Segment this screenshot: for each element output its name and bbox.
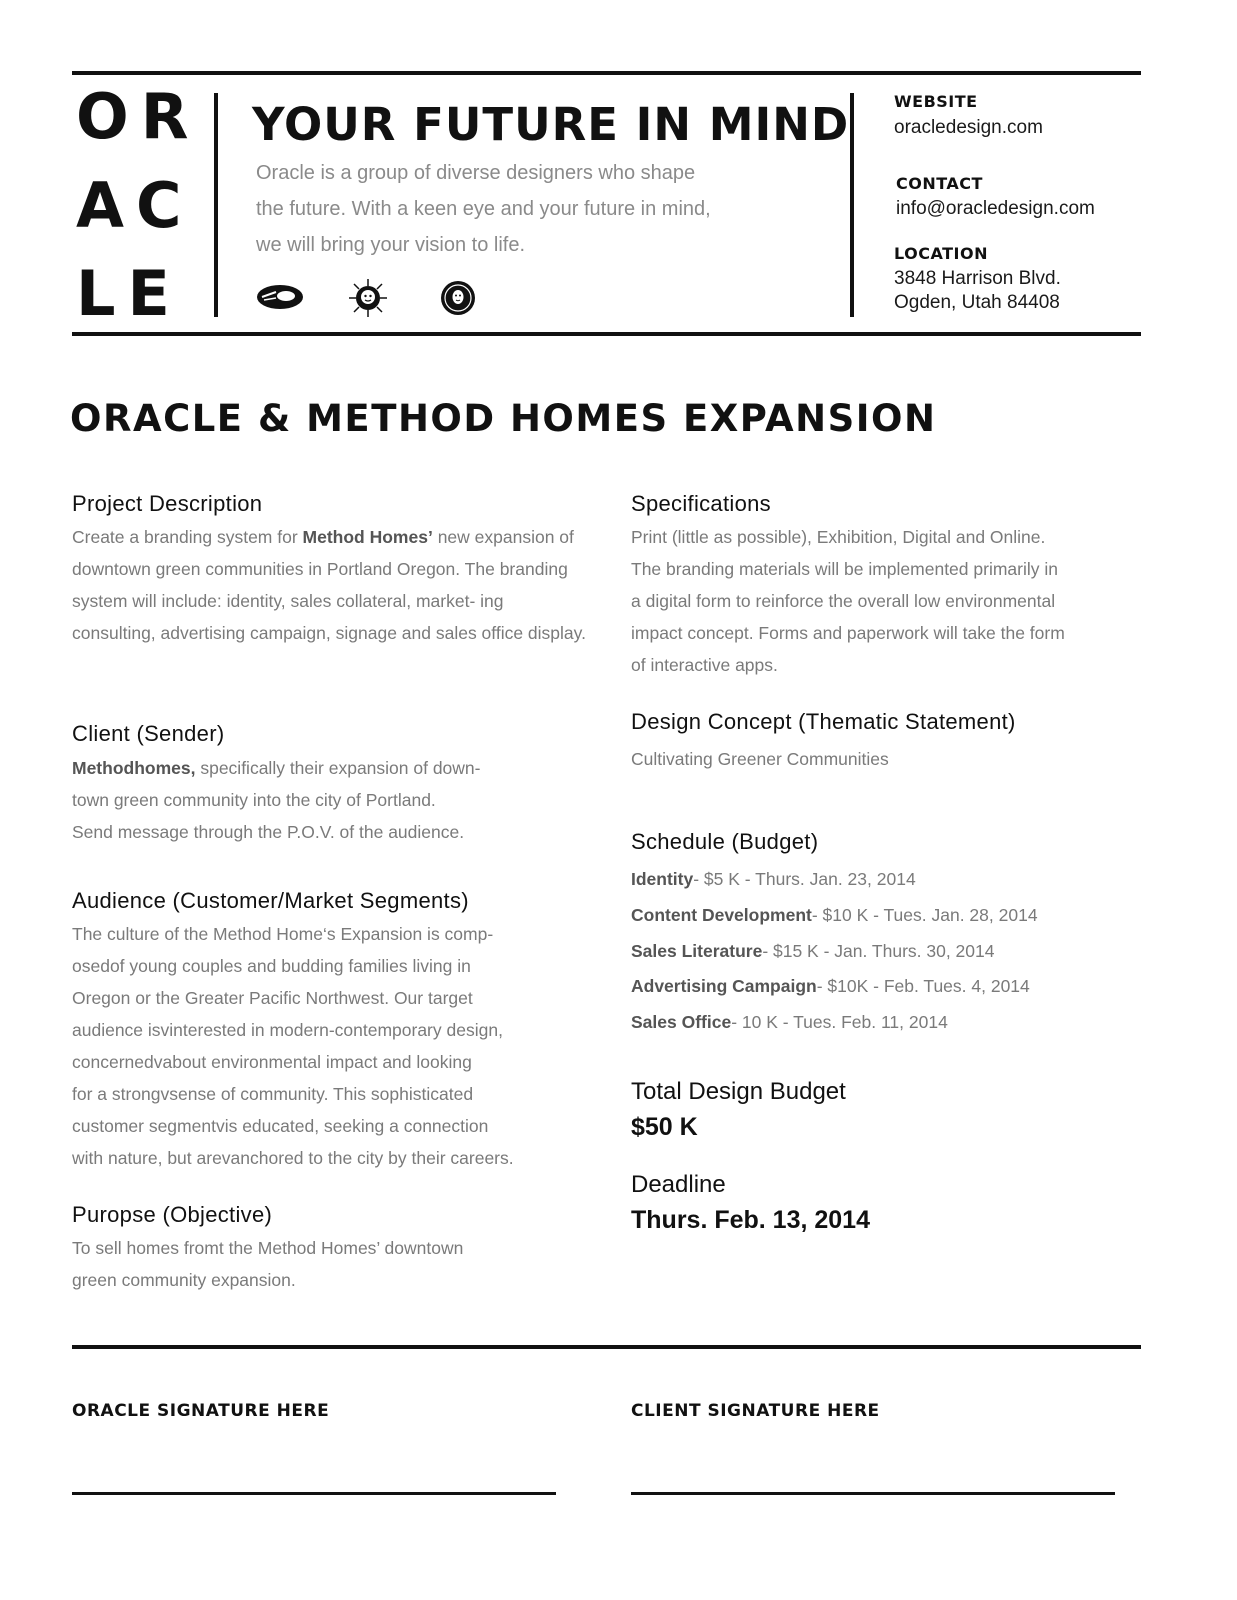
website-label: WEBSITE: [894, 92, 978, 111]
logo-line-2: AC: [76, 169, 194, 242]
client-signature-label: CLIENT SIGNATURE HERE: [631, 1401, 880, 1421]
audience-heading: Audience (Customer/Market Segments): [72, 888, 469, 913]
purpose-body: To sell homes fromt the Method Homes’ downtown green community expansion.: [72, 1238, 464, 1290]
purpose-heading: Puropse (Objective): [72, 1202, 273, 1227]
schedule-item: Sales Literature- $15 K - Jan. Thurs. 30, 2014: [631, 941, 995, 961]
location-label: LOCATION: [894, 244, 988, 263]
oracle-signature-line[interactable]: [72, 1492, 556, 1495]
project-description-heading: Project Description: [72, 491, 263, 516]
headline: YOUR FUTURE IN MIND: [252, 98, 850, 151]
budget-value: $50 K: [631, 1113, 698, 1141]
audience-body: The culture of the Method Home‘s Expansion is comp- osedof young couples and budding families living in Oregon or the Greater Pacific Northwest. Our target audience isvinterested in modern-contemporary design, concernedvabout environmental impact and looking for a strongvsense of community. This sophisticated customer segmentvis educated, seeking a connection with nature, but arevanchored to the city by their careers.: [72, 924, 514, 1168]
client-heading: Client (Sender): [72, 721, 225, 746]
schedule-item: Advertising Campaign- $10K - Feb. Tues. 4, 2014: [631, 976, 1030, 996]
mask-icon: [256, 284, 304, 310]
logo-line-3: LE: [76, 257, 182, 330]
project-description-body: Create a branding system for Method Homes’ new expansion of downtown green communities in Portland Oregon. The branding system will include: identity, sales collateral, market- ing consulting, advertising campaign, signage and sales office display.: [72, 527, 586, 643]
deadline-value: Thurs. Feb. 13, 2014: [631, 1206, 870, 1234]
website-link[interactable]: oracledesign.com: [894, 117, 1043, 138]
header-top-rule: [72, 71, 1141, 75]
header-divider-right: [850, 93, 854, 317]
schedule-item: Sales Office- 10 K - Tues. Feb. 11, 2014: [631, 1012, 948, 1032]
client-signature-line[interactable]: [631, 1492, 1115, 1495]
design-concept-text: Cultivating Greener Communities: [631, 749, 889, 769]
header-divider-left: [214, 93, 218, 317]
logo-line-1: OR: [76, 80, 201, 153]
sun-face-icon: [348, 278, 388, 318]
contact-label: CONTACT: [896, 174, 983, 193]
schedule-item: Content Development- $10 K - Tues. Jan. 28, 2014: [631, 905, 1038, 925]
header-bottom-rule: [72, 332, 1141, 336]
oracle-signature-label: ORACLE SIGNATURE HERE: [72, 1401, 330, 1421]
specifications-heading: Specifications: [631, 491, 771, 516]
deadline-label: Deadline: [631, 1171, 726, 1198]
intro-text: Oracle is a group of diverse designers who shape the future. With a keen eye and your future in mind, we will bring your vision to life.: [256, 162, 711, 256]
location-line-2: Ogden, Utah 84408: [894, 292, 1060, 313]
footer-rule: [72, 1345, 1141, 1349]
client-body: Methodhomes, specifically their expansion of down- town green community into the city of Portland. Send message through the P.O.V. of the audience.: [72, 758, 481, 842]
schedule-heading: Schedule (Budget): [631, 829, 819, 854]
document-title: ORACLE & METHOD HOMES EXPANSION: [70, 397, 937, 440]
specifications-body: Print (little as possible), Exhibition, Digital and Online. The branding materials will be implemented primarily in a digital form to reinforce the overall low environmental impact concept. Forms and paperwork will take the form of interactive apps.: [631, 527, 1065, 675]
schedule-item: Identity- $5 K - Thurs. Jan. 23, 2014: [631, 869, 916, 889]
location-line-1: 3848 Harrison Blvd.: [894, 268, 1061, 289]
portrait-icon: [440, 280, 476, 316]
design-concept-heading: Design Concept (Thematic Statement): [631, 709, 1016, 734]
budget-label: Total Design Budget: [631, 1078, 846, 1105]
contact-email[interactable]: info@oracledesign.com: [896, 198, 1095, 219]
